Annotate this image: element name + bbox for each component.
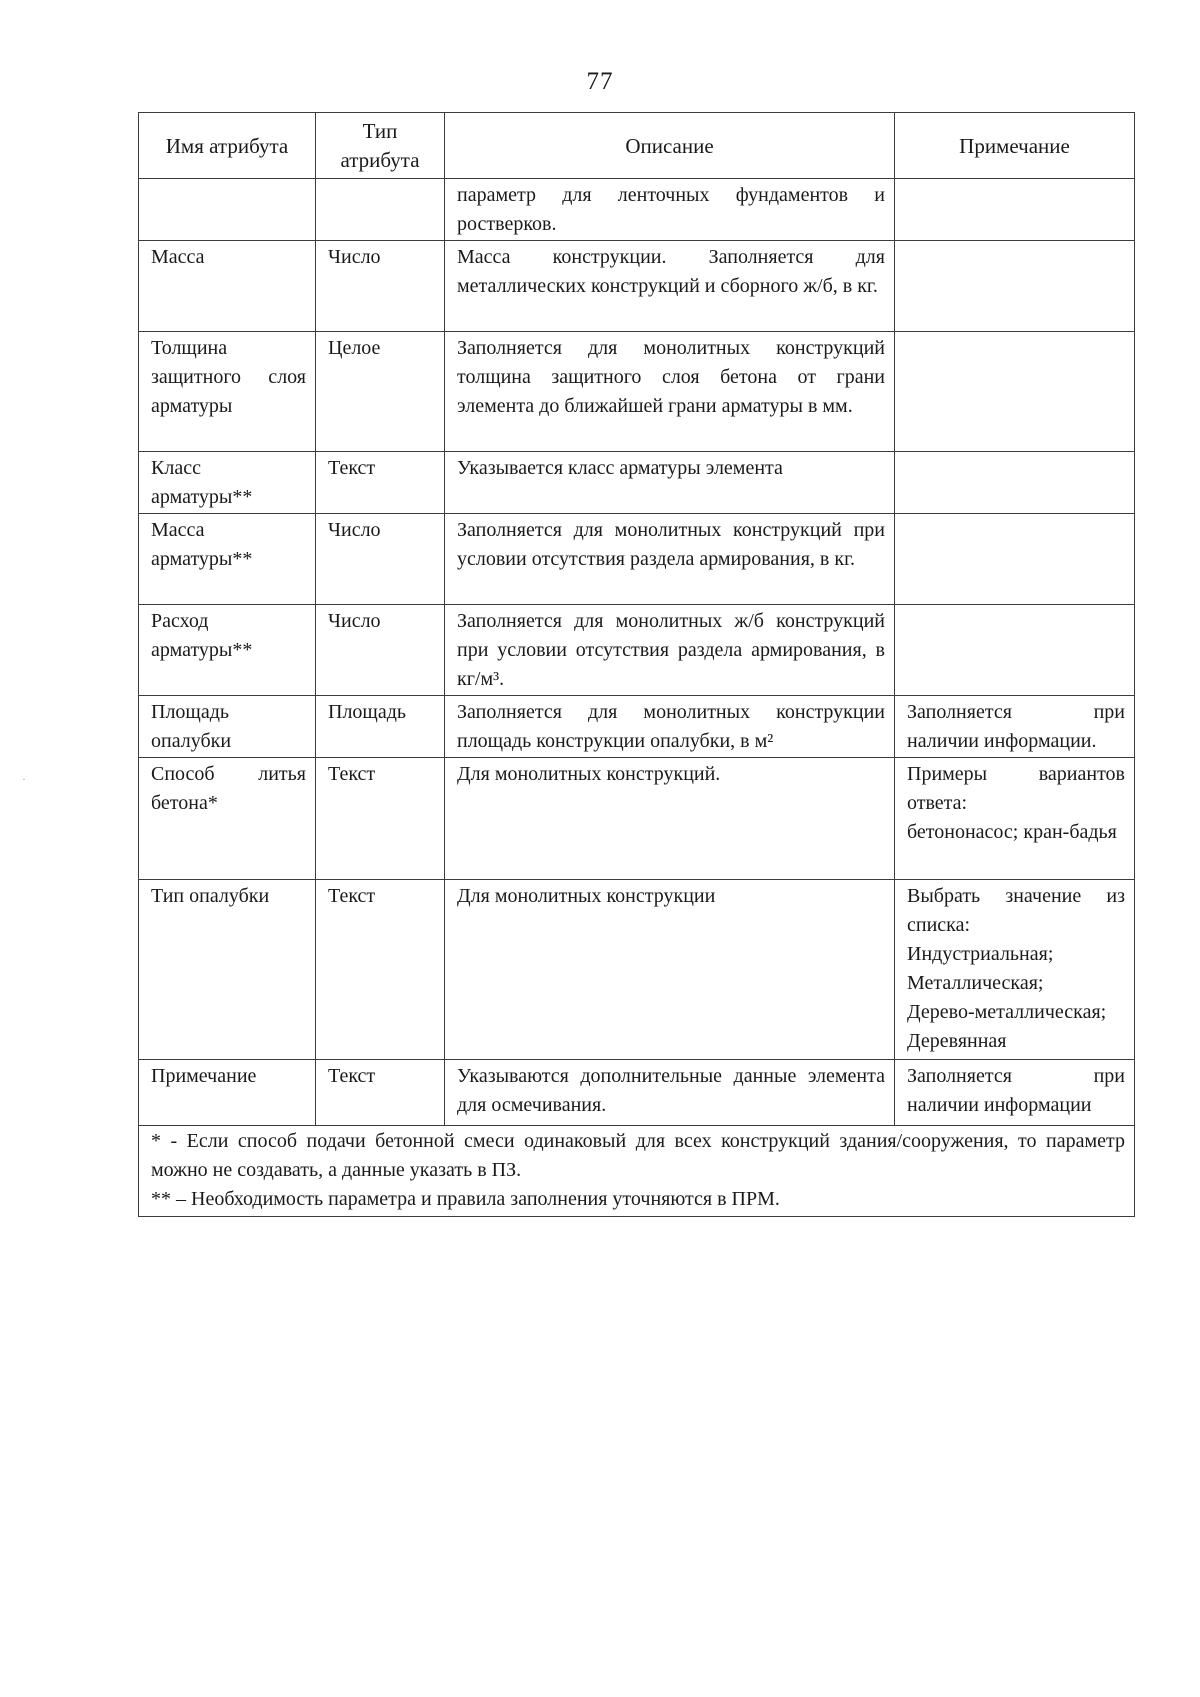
cell-note xyxy=(895,332,1135,452)
header-note: Примечание xyxy=(895,113,1135,179)
cell-attribute-name: Масса xyxy=(139,241,316,332)
footnote-single-star: * - Если способ подачи бетонной смеси одинаковый для всех конструкций здания/сооружения, то параметр можно не создавать, а данные указать в ПЗ. xyxy=(151,1130,1125,1181)
note-line: Дерево-металлическая; xyxy=(907,1001,1107,1023)
cell-attribute-name: Толщина защитного слоя арматуры xyxy=(139,332,316,452)
cell-note xyxy=(895,880,1135,1060)
cell-attribute-name: Площадь опалубки xyxy=(139,696,316,758)
cell-note xyxy=(895,179,1135,241)
cell-description: Указываются дополнительные данные элемента для осмечивания. xyxy=(445,1060,895,1126)
table-row xyxy=(139,880,1135,1060)
cell-attribute-type: Число xyxy=(316,605,445,696)
cell-attribute-type: Целое xyxy=(316,332,445,452)
cell-description: Для монолитных конструкции xyxy=(445,880,895,1060)
table-row xyxy=(139,514,1135,605)
cell-attribute-type: Текст xyxy=(316,758,445,880)
table-row xyxy=(139,758,1135,880)
cell-note xyxy=(895,241,1135,332)
cell-attribute-type: Число xyxy=(316,241,445,332)
note-line: Заполняется при наличии информации. xyxy=(907,701,1125,752)
note-line: бетононасос; кран-бадья xyxy=(907,821,1117,843)
table-row xyxy=(139,1060,1135,1126)
table-row xyxy=(139,452,1135,514)
table-body xyxy=(139,179,1135,1126)
table-row xyxy=(139,696,1135,758)
cell-attribute-type: Текст xyxy=(316,880,445,1060)
table-row xyxy=(139,241,1135,332)
note-line: Примеры вариантов ответа: xyxy=(907,763,1125,814)
cell-attribute-name: Тип опалубки xyxy=(139,880,316,1060)
attributes-table xyxy=(138,112,1135,1217)
cell-attribute-name: Масса арматуры** xyxy=(139,514,316,605)
footnotes-row xyxy=(139,1126,1135,1217)
cell-description: Масса конструкции. Заполняется для металлических конструкций и сборного ж/б, в кг. xyxy=(445,241,895,332)
table-row xyxy=(139,179,1135,241)
cell-attribute-name: Примечание xyxy=(139,1060,316,1126)
note-line: Металлическая; xyxy=(907,972,1044,994)
note-line: Индустриальная; xyxy=(907,943,1054,965)
cell-note xyxy=(895,758,1135,880)
cell-note xyxy=(895,1060,1135,1126)
page-number: 77 xyxy=(586,68,614,95)
cell-description: Заполняется для монолитных конструкций при условии отсутствия раздела армирования, в кг. xyxy=(445,514,895,605)
note-line: Заполняется при наличии информации xyxy=(907,1065,1125,1116)
table-row xyxy=(139,332,1135,452)
cell-attribute-name: Расход арматуры** xyxy=(139,605,316,696)
cell-note xyxy=(895,696,1135,758)
cell-description: Указывается класс арматуры элемента xyxy=(445,452,895,514)
cell-attribute-type: Число xyxy=(316,514,445,605)
cell-attribute-type: Площадь xyxy=(316,696,445,758)
header-attribute-name: Имя атрибута xyxy=(139,113,316,179)
table-row xyxy=(139,605,1135,696)
header-description: Описание xyxy=(445,113,895,179)
cell-description: Заполняется для монолитных конструкций толщина защитного слоя бетона от грани элемента до ближайшей грани арматуры в мм. xyxy=(445,332,895,452)
cell-attribute-type xyxy=(316,179,445,241)
scan-speck: · xyxy=(22,772,26,786)
cell-attribute-type: Текст xyxy=(316,452,445,514)
cell-attribute-name xyxy=(139,179,316,241)
note-line: Выбрать значение из списка: xyxy=(907,885,1125,936)
footnote-double-star: ** – Необходимость параметра и правила заполнения уточняются в ПРМ. xyxy=(151,1188,780,1210)
cell-description: Для монолитных конструкций. xyxy=(445,758,895,880)
cell-note xyxy=(895,452,1135,514)
cell-note xyxy=(895,514,1135,605)
header-attribute-type: Тип атрибута xyxy=(316,113,445,179)
cell-attribute-name: Способ литья бетона* xyxy=(139,758,316,880)
footnotes-cell xyxy=(139,1126,1135,1217)
cell-description: Заполняется для монолитных конструкции площадь конструкции опалубки, в м² xyxy=(445,696,895,758)
cell-description: параметр для ленточных фундаментов и ростверков. xyxy=(445,179,895,241)
cell-note xyxy=(895,605,1135,696)
table-header-row xyxy=(139,113,1135,179)
cell-description: Заполняется для монолитных ж/б конструкций при условии отсутствия раздела армирования, в кг/м³. xyxy=(445,605,895,696)
note-line: Деревянная xyxy=(907,1030,1007,1052)
cell-attribute-name: Класс арматуры** xyxy=(139,452,316,514)
cell-attribute-type: Текст xyxy=(316,1060,445,1126)
